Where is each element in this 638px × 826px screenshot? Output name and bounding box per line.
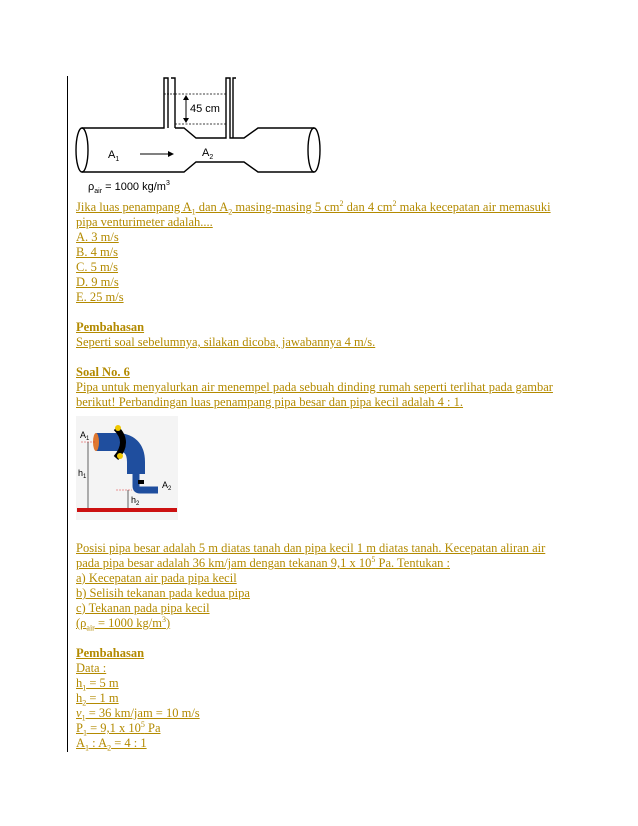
q6-text-line2[interactable]: pada pipa besar adalah 36 km/jam dengan tekanan 9,1 x $10^5$ Pa. Tentukan : — [76, 554, 450, 570]
q6-part-b[interactable]: b) Selisih tekanan pada kedua pipa — [76, 586, 250, 600]
svg-text:h1: $h_1$ — [78, 468, 87, 480]
data-h1[interactable]: $h_1 = 5$ m — [76, 676, 119, 693]
density-label: $\rho_{air} = 1000$ $kg/m^3$ — [88, 180, 170, 195]
q6-part-a[interactable]: a) Kecepatan air pada pipa kecil — [76, 571, 237, 585]
data-v1[interactable]: $\nu_1 = 36$ km/jam = 10 m/s — [76, 706, 200, 723]
svg-text:A2: $A_2$ — [162, 480, 172, 492]
venturimeter-figure — [68, 70, 328, 200]
svg-text:A1: $A_1$ — [80, 430, 90, 442]
q5-option-a[interactable]: A. 3 m/s — [76, 230, 119, 244]
q6-line2[interactable]: berikut! Perbandingan luas penampang pipa besar dan pipa kecil adalah 4 : 1. — [76, 395, 464, 409]
pembahasan6-heading[interactable]: Pembahasan — [76, 646, 145, 660]
q5-option-c[interactable]: C. 5 m/s — [76, 260, 119, 274]
q5-option-d[interactable]: D. 9 m/s — [76, 275, 119, 289]
q5-question-line1[interactable]: Jika luas penampang $A_1$ dan $A_2$ masing-masing 5 $cm^2$ dan 4 $cm^2$ maka kecepatan air memasuki — [76, 198, 551, 217]
q6-part-c[interactable]: c) Tekanan pada pipa kecil — [76, 601, 210, 615]
q5-option-e[interactable]: E. 25 m/s — [76, 290, 124, 304]
svg-text:A2: $A_2$ — [202, 147, 214, 161]
article-body — [76, 70, 576, 751]
svg-text:A1: $A_1$ — [108, 149, 120, 163]
q6-density[interactable]: ($\rho_{air} = 1000$ $kg/m^3$) — [76, 614, 171, 633]
svg-text:h2: $h_2$ — [131, 495, 140, 507]
pembahasan5-text[interactable]: Seperti soal sebelumnya, silakan dicoba, jawabannya 4 m/s. — [76, 335, 376, 349]
q6-text-line1[interactable]: Posisi pipa besar adalah 5 m diatas tanah dan pipa kecil 1 m diatas tanah. Kecepatan aliran air — [76, 541, 546, 555]
wall-pipe-figure — [76, 416, 178, 520]
height-label: 45 cm — [190, 103, 220, 115]
q6-heading[interactable]: Soal No. 6 — [76, 365, 130, 379]
q6-line1[interactable]: Pipa untuk menyalurkan air menempel pada sebuah dinding rumah seperti terlihat pada gambar — [76, 380, 553, 394]
data-h2[interactable]: $h_2 = 1$ m — [76, 691, 119, 708]
data-label[interactable]: Data : — [76, 661, 107, 675]
q5-option-b[interactable]: B. 4 m/s — [76, 245, 119, 259]
data-area-ratio[interactable]: $A_1$ : $A_2 = 4$ : 1 — [76, 736, 147, 753]
q5-question-line2[interactable]: pipa venturimeter adalah.... — [76, 215, 213, 229]
data-p1[interactable]: $P_1 = 9,1$ x $10^5$ Pa — [76, 719, 161, 738]
pembahasan5-heading[interactable]: Pembahasan — [76, 320, 145, 334]
